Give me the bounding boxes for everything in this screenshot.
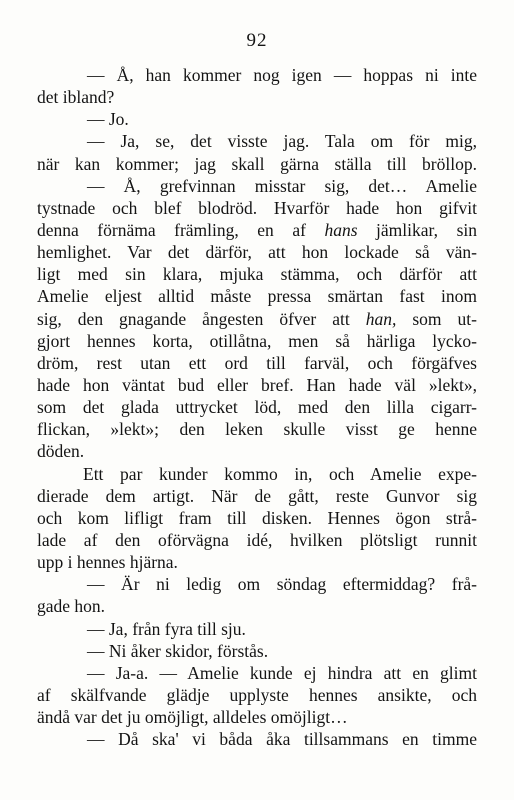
emphasized-word: hans [324, 219, 358, 240]
text-line: Amelie eljest alltid måste pressa smärtan fast inom [37, 286, 477, 307]
text-line: — Ja, från fyra till sju. [87, 618, 246, 639]
text-line: upp i hennes hjärna. [37, 552, 178, 573]
text-line: — Då ska' vi båda åka tillsammans en timme [87, 729, 477, 750]
text-line: — Å, grefvinnan misstar sig, det… Amelie [87, 175, 477, 196]
text-line: och kom lifligt fram till disken. Hennes ögon strå- [37, 507, 477, 528]
text-line: — Å, han kommer nog igen — hoppas ni inte [87, 65, 477, 85]
text-line: som det glada uttrycket löd, med den lilla cigarr- [37, 397, 477, 418]
text-line: Ett par kunder kommo in, och Amelie expe- [83, 463, 477, 484]
text-line: — Ja-a. — Amelie kunde ej hindra att en glimt [87, 662, 477, 683]
text-line: gjort hennes korta, otillåtna, men så härliga lycko- [37, 330, 477, 351]
text-line: — Är ni ledig om söndag eftermiddag? frå- [87, 574, 477, 595]
text-line: denna förnäma främling, en af hans jämlikar, sin [37, 219, 477, 240]
page-number: 92 [246, 30, 268, 51]
text-line: — Ja, se, det visste jag. Tala om för mig, [87, 131, 477, 152]
text-line: dierade dem artigt. När de gått, reste Gunvor sig [37, 485, 477, 506]
body-text [37, 64, 477, 750]
emphasized-word: han, [365, 308, 397, 329]
text-line: hade hon väntat bud eller bref. Han hade väl »lekt», [37, 374, 477, 395]
text-line: det ibland? [37, 87, 115, 108]
text-line: sig, den gnagande ångesten öfver att han, som ut- [37, 308, 477, 329]
text-line: lade af den oförvägna idé, hvilken plötsligt runnit [37, 529, 477, 550]
text-line: ligt med sin klara, mjuka stämma, och därför att [37, 264, 477, 285]
text-line: när kan kommer; jag skall gärna ställa till bröllop. [37, 153, 477, 174]
text-line: dröm, rest utan ett ord till farväl, och förgäfves [37, 352, 477, 373]
text-line: — Ni åker skidor, förstås. [87, 640, 269, 661]
text-line: hemlighet. Var det därför, att hon lockade så vän- [37, 242, 477, 263]
text-line: döden. [37, 441, 85, 462]
text-line: flickan, »lekt»; den leken skulle visst ge henne [37, 419, 477, 440]
text-line: tystnade och blef blodröd. Hvarför hade hon gifvit [37, 197, 477, 218]
text-line: af skälfvande glädje upplyste hennes ansikte, och [37, 684, 477, 705]
text-line: ändå var det ju omöjligt, alldeles omöjligt… [37, 707, 348, 728]
text-line: — Jo. [87, 109, 129, 130]
text-line: gade hon. [37, 596, 106, 617]
